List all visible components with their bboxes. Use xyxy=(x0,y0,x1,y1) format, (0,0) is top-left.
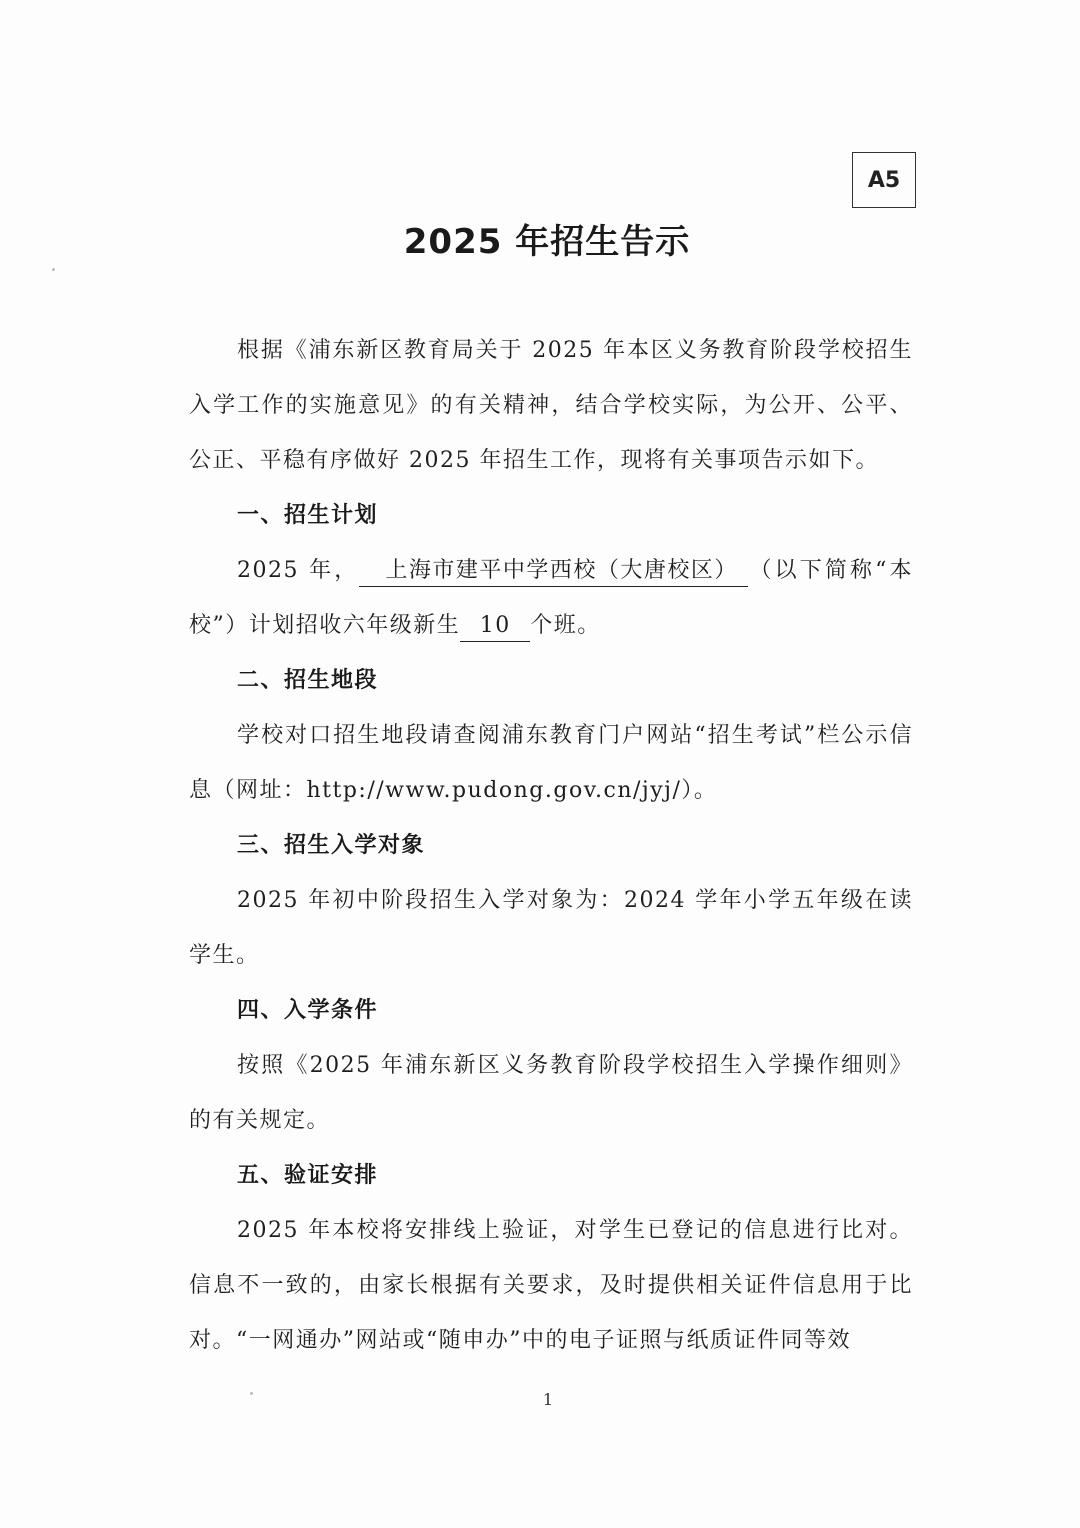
section-heading-plan: 一、招生计划 xyxy=(237,503,379,528)
plan-paragraph xyxy=(189,543,913,653)
plan-text-after: 个班。 xyxy=(530,613,601,638)
page-number: 1 xyxy=(542,1390,554,1409)
document-code-box: A5 xyxy=(852,152,916,208)
section-heading-conditions: 四、入学条件 xyxy=(237,998,379,1023)
school-name-underlined: 上海市建平中学西校（大唐校区） xyxy=(359,556,748,587)
verify-paragraph: 2025 年本校将安排线上验证，对学生已登记的信息进行比对。信息不一致的，由家长根据有关要求，及时提供相关证件信息用于比对。“一网通办”网站或“随申办”中的电子证照与纸质证件同等效 xyxy=(189,1218,913,1353)
section-heading-verify: 五、验证安排 xyxy=(237,1163,379,1188)
target-paragraph: 2025 年初中阶段招生入学对象为：2024 学年小学五年级在读学生。 xyxy=(189,888,913,968)
section-heading-target: 三、招生入学对象 xyxy=(237,833,426,858)
scan-speck xyxy=(250,1392,253,1395)
section-heading-area: 二、招生地段 xyxy=(237,668,379,693)
document-body xyxy=(189,323,913,1368)
intro-paragraph: 根据《浦东新区教育局关于 2025 年本区义务教育阶段学校招生入学工作的实施意见》的有关精神，结合学校实际，为公开、公平、公正、平稳有序做好 2025 年招生工作，现将有关事项告示如下。 xyxy=(189,338,913,473)
plan-text-before: 2025 年， xyxy=(237,558,360,583)
scan-speck xyxy=(52,268,55,271)
plan-text-middle: （以下简称“本校”）计划招收六年级新生 xyxy=(189,558,913,638)
area-paragraph: 学校对口招生地段请查阅浦东教育门户网站“招生考试”栏公示信息（网址：http://www.pudong.gov.cn/jyj/）。 xyxy=(189,723,913,803)
conditions-paragraph: 按照《2025 年浦东新区义务教育阶段学校招生入学操作细则》的有关规定。 xyxy=(189,1053,913,1133)
document-title: 2025 年招生告示 xyxy=(403,222,691,262)
class-count-underlined: 10 xyxy=(460,611,530,642)
